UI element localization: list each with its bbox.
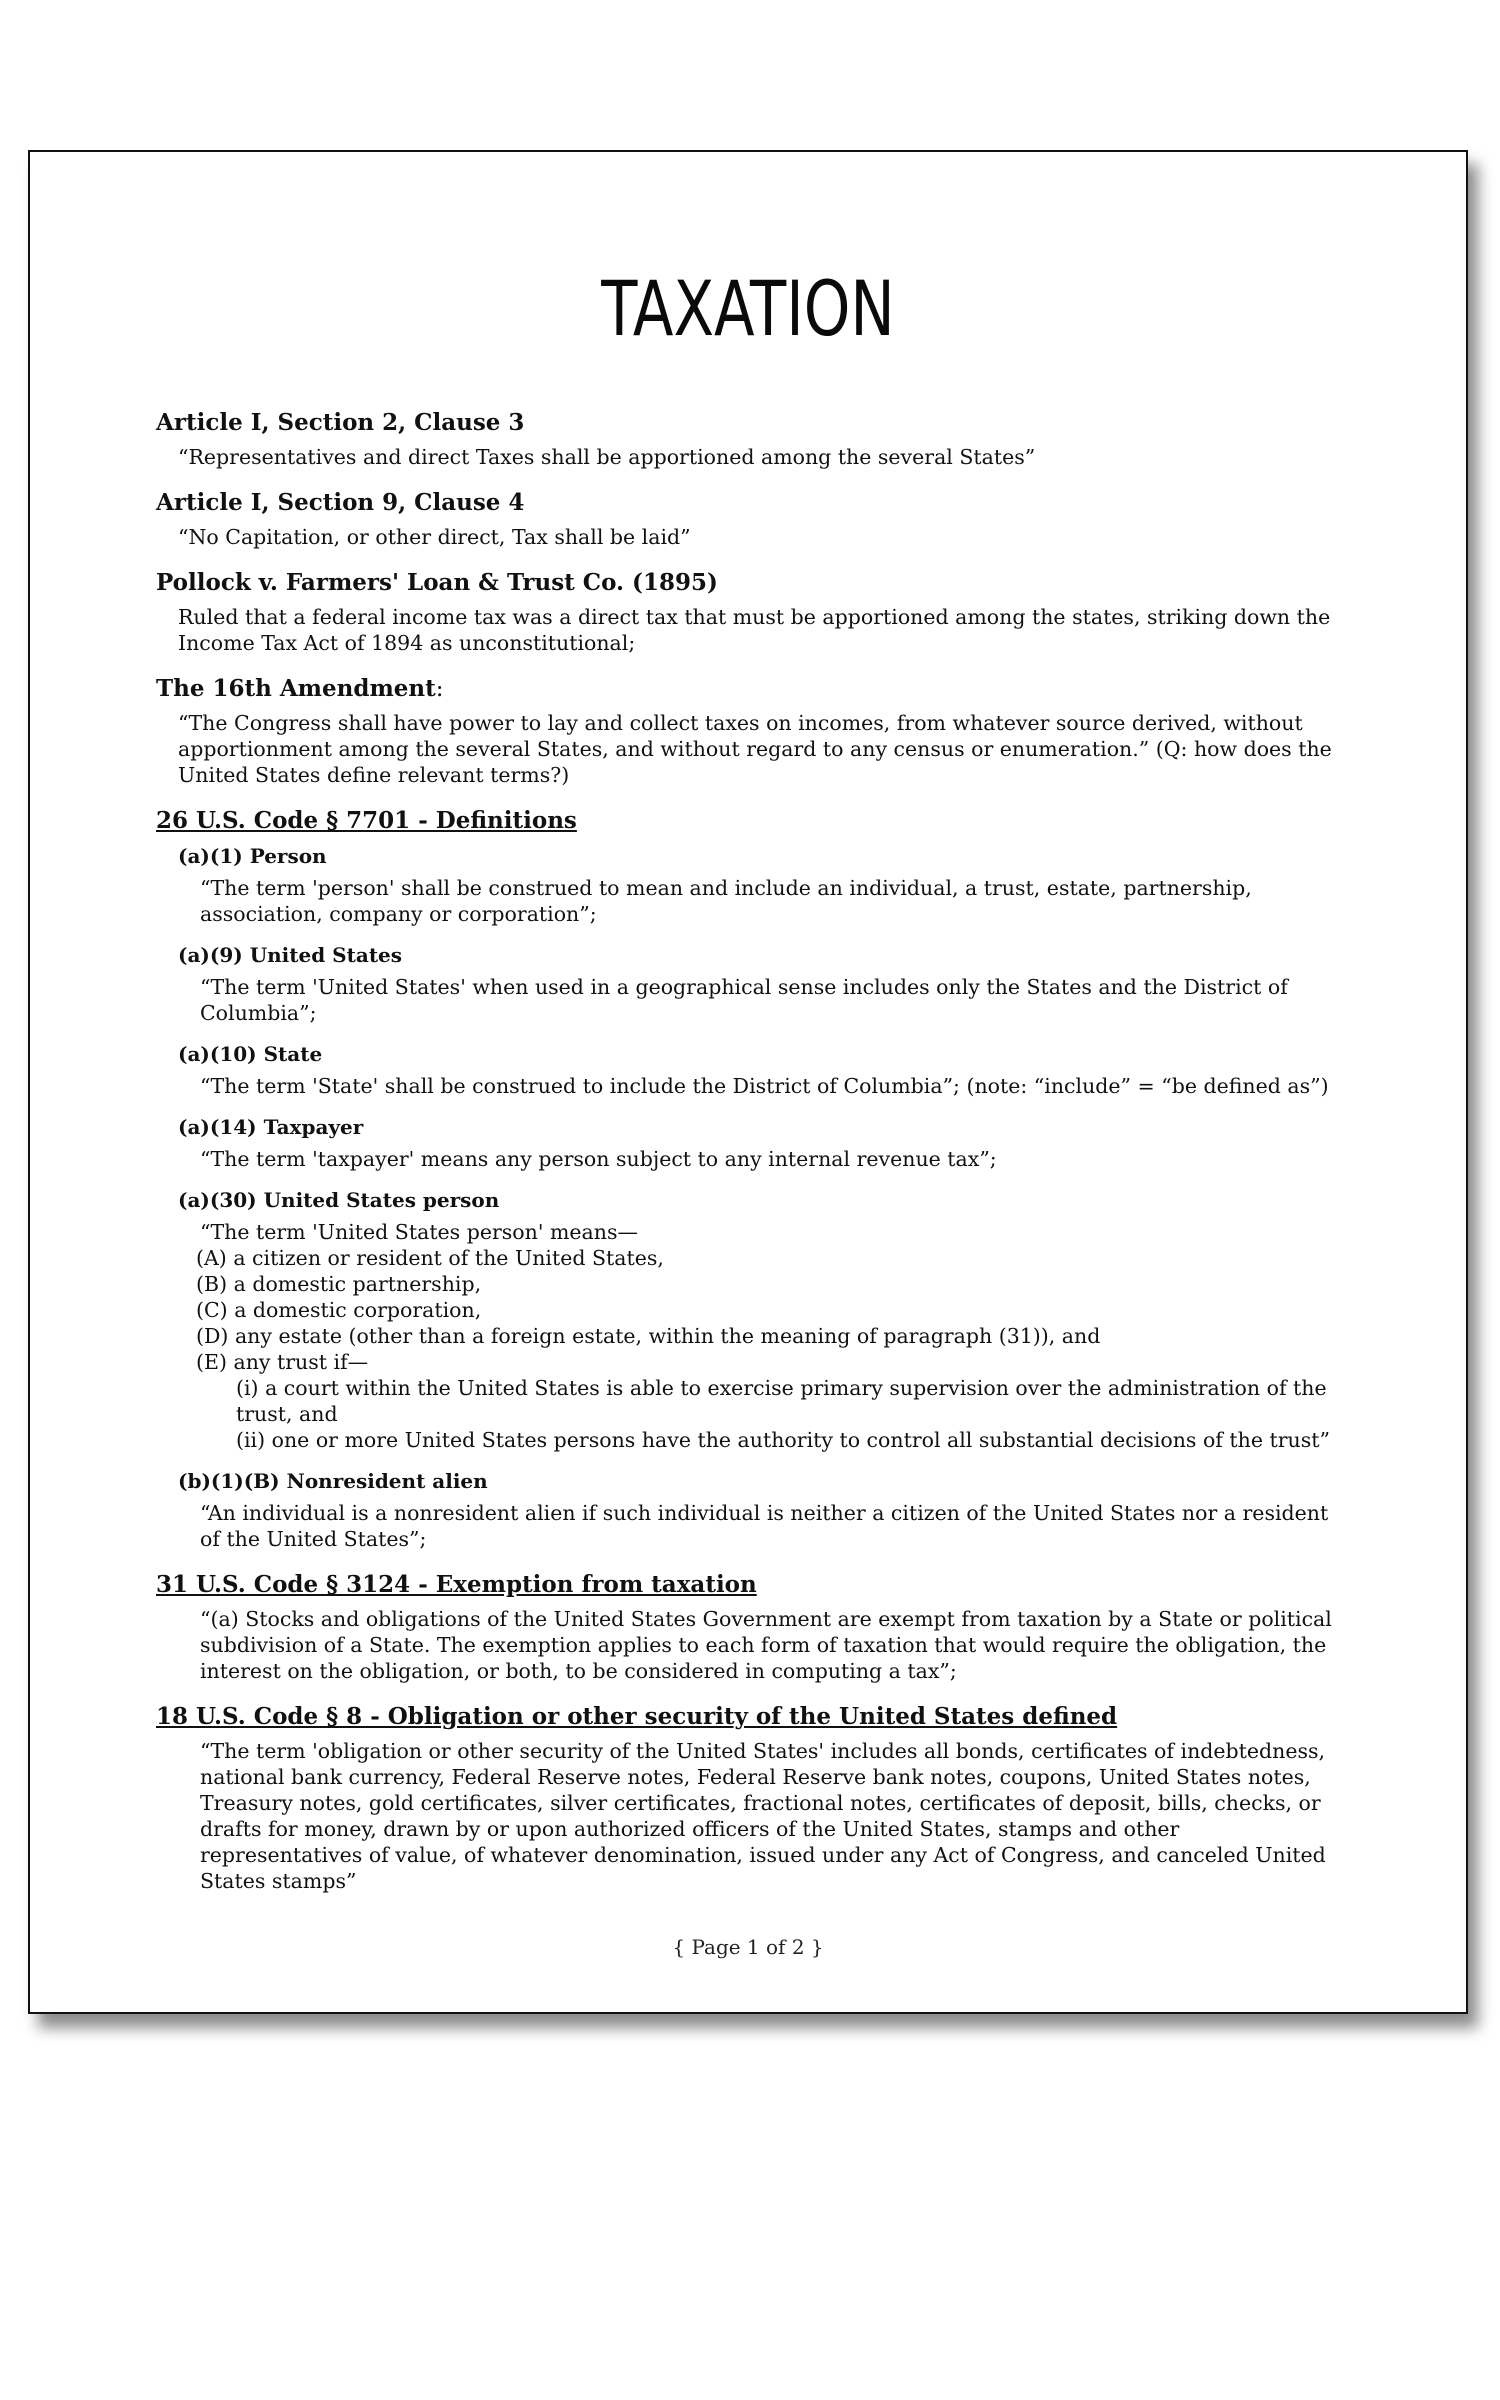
list-item: (E) any trust if—: [196, 1350, 369, 1374]
list-subitem: (ii) one or more United States persons have the authority to control all substantial decisions of the trust”: [236, 1428, 1330, 1452]
page-title: TAXATION: [601, 264, 895, 353]
document-content: [156, 408, 1340, 1912]
section-heading: Pollock v. Farmers' Loan & Trust Co. (1895): [156, 569, 718, 596]
list-item: (B) a domestic partnership,: [196, 1272, 482, 1296]
section-heading: 26 U.S. Code § 7701 - Definitions: [156, 807, 577, 834]
list-item: (D) any estate (other than a foreign estate, within the meaning of paragraph (31)), and: [196, 1324, 1101, 1348]
definition-intro: “The term 'United States person' means—: [200, 1220, 639, 1244]
section-text: Ruled that a federal income tax was a direct tax that must be apportioned among the states, striking down the Income Tax Act of 1894 as unconstitutional;: [178, 605, 1331, 655]
section-heading: 18 U.S. Code § 8 - Obligation or other security of the United States defined: [156, 1703, 1118, 1730]
definition-label: (a)(9) United States: [178, 943, 403, 967]
document-page: [28, 150, 1468, 2014]
section-text: “Representatives and direct Taxes shall be apportioned among the several States”: [178, 445, 1036, 469]
section-article-1-section-9: [156, 488, 1340, 550]
definition-label: (b)(1)(B) Nonresident alien: [178, 1469, 488, 1493]
section-18-usc-8: [156, 1702, 1340, 1894]
section-pollock: [156, 568, 1340, 656]
definition-united-states: [156, 941, 1340, 1026]
list-item: (C) a domestic corporation,: [196, 1298, 482, 1322]
section-heading: [156, 674, 1340, 704]
section-text: “The term 'obligation or other security of the United States' includes all bonds, certificates of indebtedness, national bank currency, Federal Reserve notes, Federal Reserve bank notes, coupons, United States notes, Treasury notes, gold certificates, silver certificates, fractional notes, certificates of deposit, bills, checks, or drafts for money, drawn by or upon authorized officers of the United States, stamps and other representatives of value, of whatever denomination, issued under any Act of Congress, and canceled United States stamps”: [200, 1739, 1326, 1893]
section-heading: 31 U.S. Code § 3124 - Exemption from taxation: [156, 1571, 757, 1598]
section-text: “(a) Stocks and obligations of the United States Government are exempt from taxation by a State or political subdivision of a State. The exemption applies to each form of taxation that would require the obligation, the interest on the obligation, or both, to be considered in computing a tax”;: [200, 1607, 1332, 1683]
section-text: “The Congress shall have power to lay and collect taxes on incomes, from whatever source derived, without apportionment among the several States, and without regard to any census or enumeration.” (Q: how does the United States define relevant terms?): [178, 711, 1332, 787]
section-16th-amendment: [156, 674, 1340, 788]
section-31-usc-3124: [156, 1570, 1340, 1684]
definition-nonresident-alien: [156, 1467, 1340, 1552]
section-26-usc-7701: [156, 806, 1340, 1552]
definition-text: “The term 'United States' when used in a geographical sense includes only the States and the District of Columbia”;: [200, 975, 1288, 1025]
definition-text: “The term 'person' shall be construed to mean and include an individual, a trust, estate, partnership, association, company or corporation”;: [200, 876, 1252, 926]
list-subitem: (i) a court within the United States is able to exercise primary supervision over the administration of the trust, and: [236, 1376, 1327, 1426]
definition-person: [156, 842, 1340, 927]
definition-label: (a)(30) United States person: [178, 1188, 500, 1212]
definition-text: “An individual is a nonresident alien if such individual is neither a citizen of the United States nor a resident of the United States”;: [200, 1501, 1329, 1551]
list-item: (A) a citizen or resident of the United States,: [196, 1246, 664, 1270]
definition-label: (a)(1) Person: [178, 844, 327, 868]
definition-taxpayer: [156, 1113, 1340, 1172]
definition-text: “The term 'State' shall be construed to include the District of Columbia”; (note: “include” = “be defined as”): [200, 1074, 1329, 1098]
definition-state: [156, 1040, 1340, 1099]
definition-label: (a)(10) State: [178, 1042, 323, 1066]
heading-colon: :: [435, 676, 444, 702]
definition-united-states-person: [156, 1186, 1340, 1453]
definition-label: (a)(14) Taxpayer: [178, 1115, 364, 1139]
section-article-1-section-2: [156, 408, 1340, 470]
section-heading: Article I, Section 2, Clause 3: [156, 409, 525, 436]
heading-text: The 16th Amendment: [156, 675, 436, 702]
definition-text: “The term 'taxpayer' means any person subject to any internal revenue tax”;: [200, 1147, 997, 1171]
section-text: “No Capitation, or other direct, Tax shall be laid”: [178, 525, 691, 549]
page-number: { Page 1 of 2 }: [672, 1935, 824, 1959]
section-heading: Article I, Section 9, Clause 4: [156, 489, 525, 516]
